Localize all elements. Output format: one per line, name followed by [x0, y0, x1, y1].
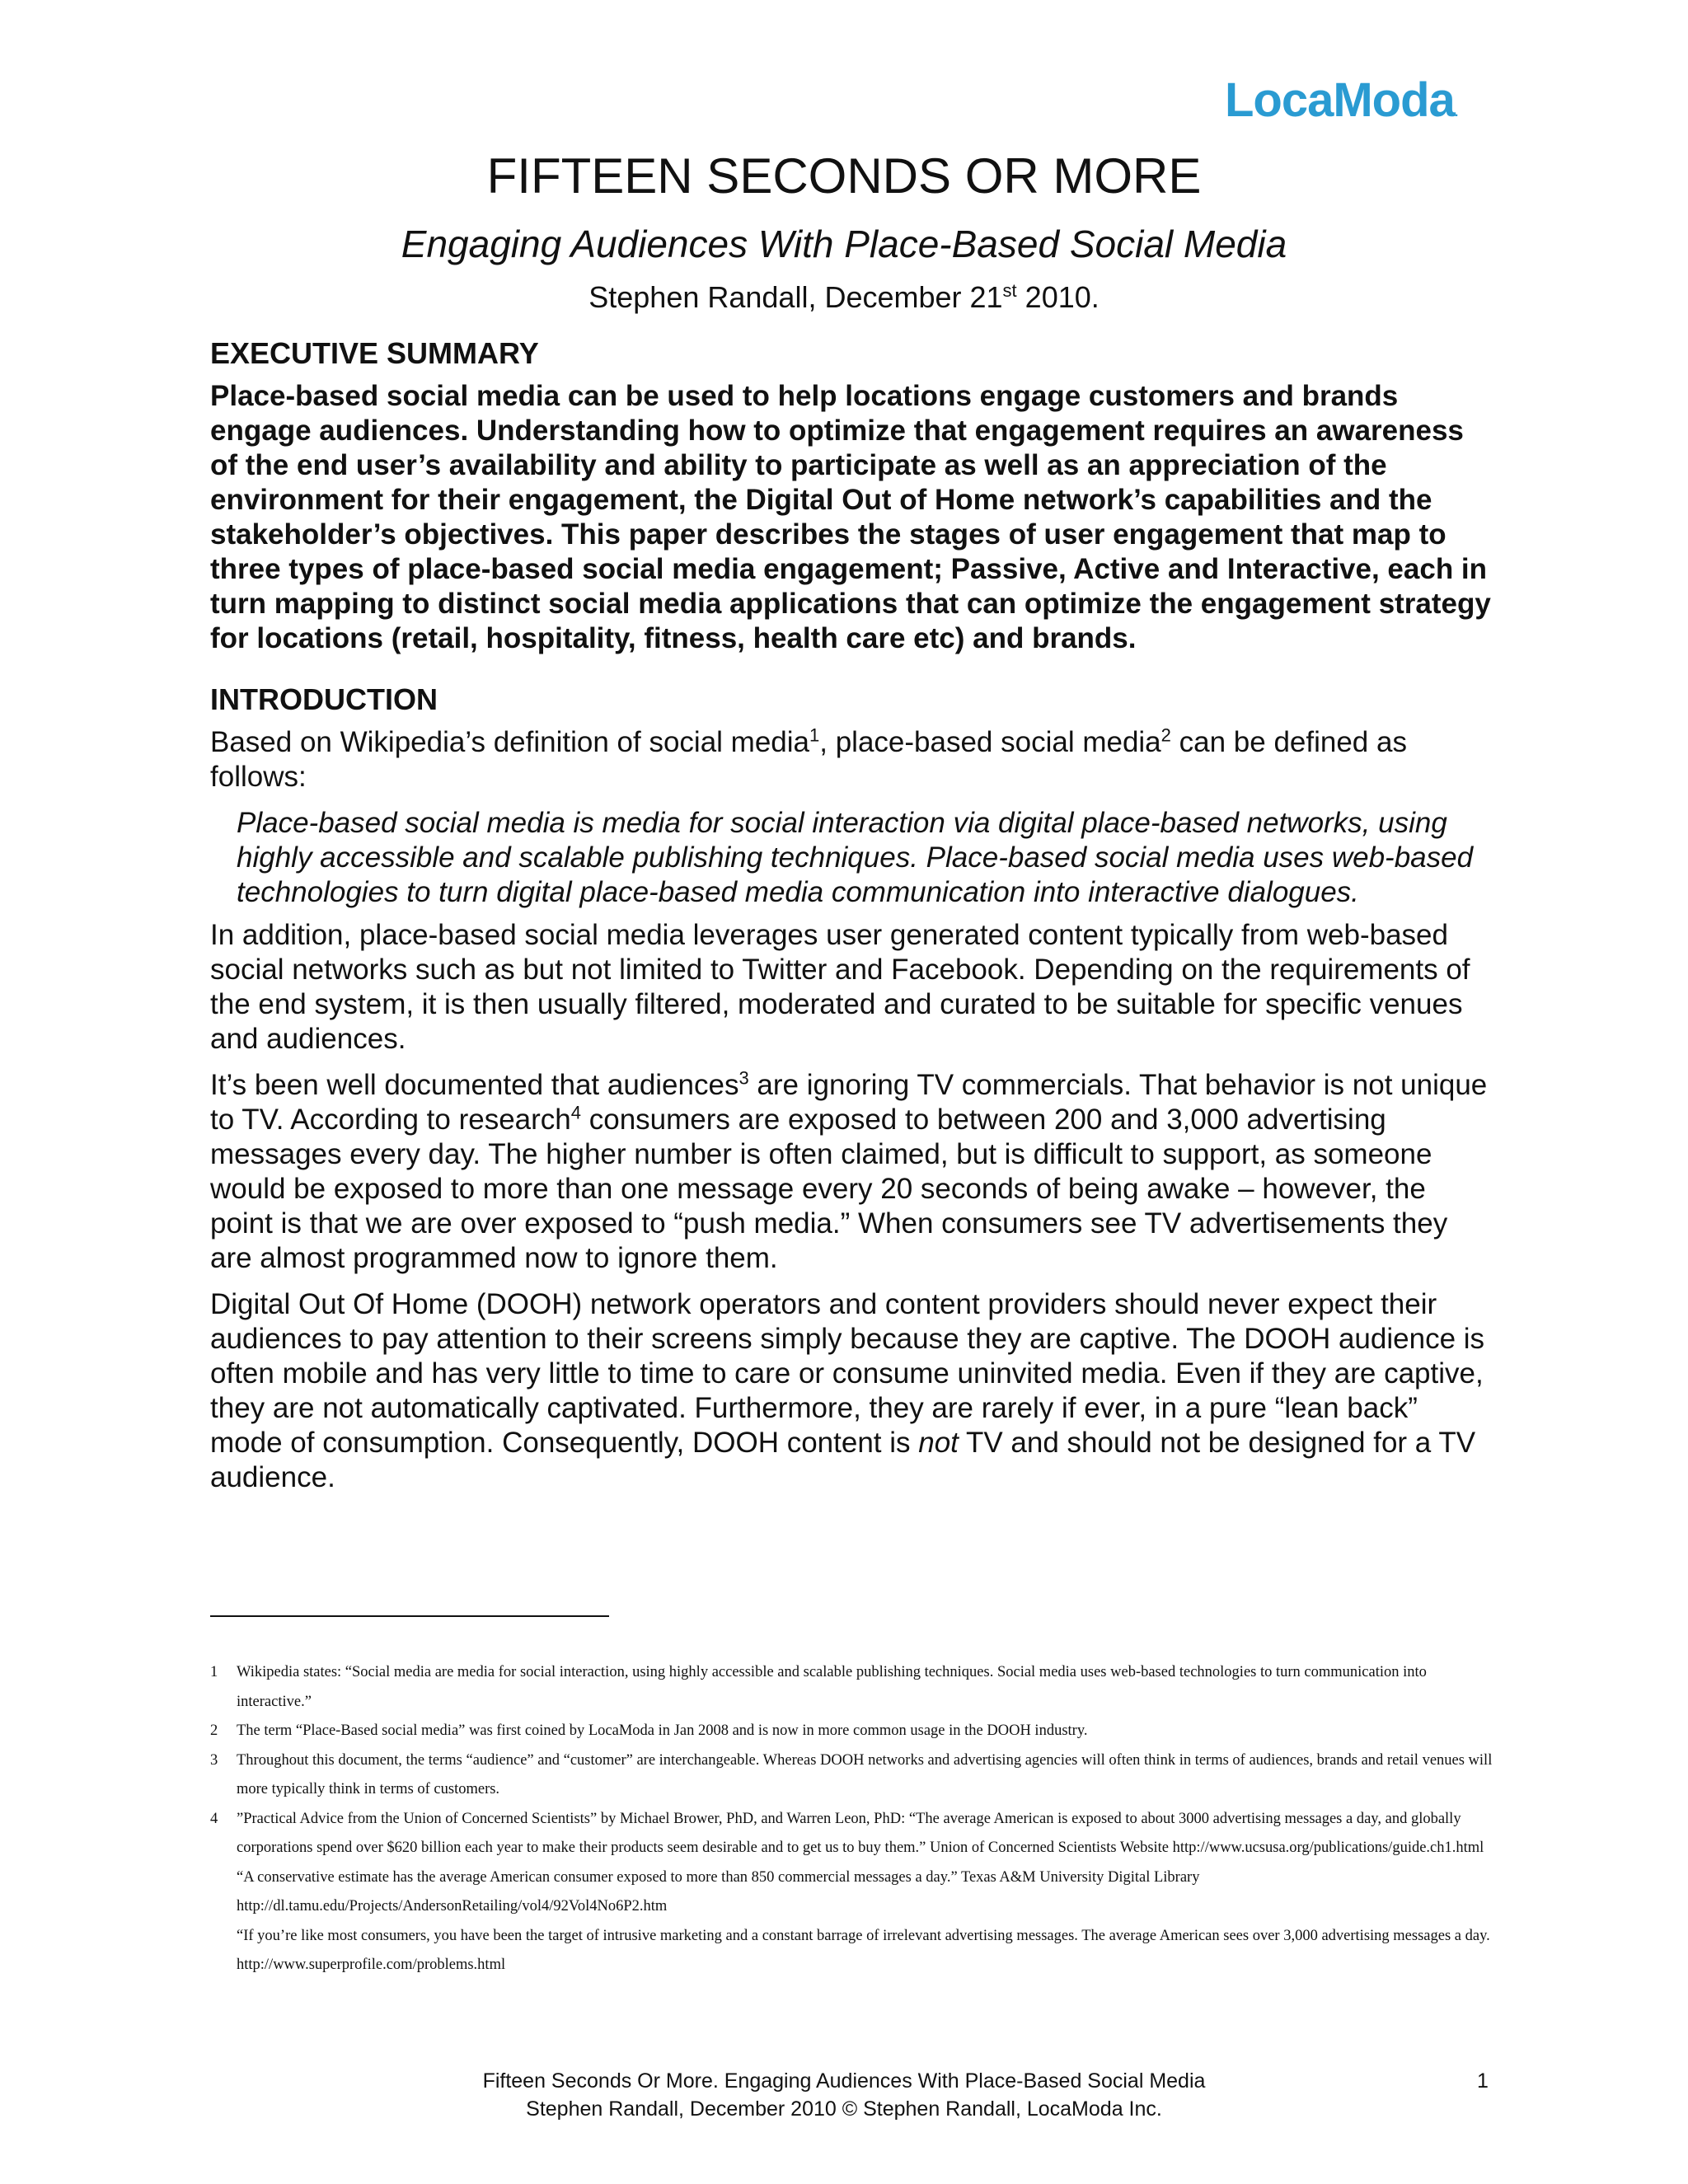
- footnote-text: Wikipedia states: “Social media are media for social interaction, using highly accessible and scalable publishing techniques. Social media uses web-based technologies to turn communication into interactive.”: [237, 1664, 1427, 1710]
- intro-p1-text-b: , place-based social media: [819, 726, 1161, 758]
- footnote-item: [210, 1922, 1496, 1980]
- intro-p3-text-a: It’s been well documented that audiences: [210, 1069, 739, 1101]
- footnote-item: [210, 1658, 1496, 1717]
- intro-p4-text-b: TV and should not be designed for a TV audience.: [210, 1427, 1476, 1493]
- footnote-item: [210, 1717, 1496, 1746]
- footnote-ref-2[interactable]: 2: [1160, 724, 1171, 746]
- logo-trademark-dot: .: [1454, 105, 1458, 120]
- intro-paragraph-4: [210, 1287, 1496, 1495]
- footnote-ref-4[interactable]: 4: [570, 1102, 582, 1123]
- executive-summary-text: Place-based social media can be used to help locations engage customers and brands engage audiences. Understanding how to optimize that engagement requires an awareness of the end user’s availability and ability to participate as well as an appreciation of the environment for their engagement, the Digital Out of Home network’s capabilities and the stakeholder’s objectives. This paper describes the stages of user engagement that map to three types of place-based social media engagement; Passive, Active and Interactive, each in turn mapping to distinct social media applications that can optimize the engagement strategy for locations (retail, hospitality, fitness, health care etc) and brands.: [210, 380, 1491, 654]
- intro-p1-text-a: Based on Wikipedia’s definition of social media: [210, 726, 809, 758]
- footnote-text: The term “Place-Based social media” was first coined by LocaModa in Jan 2008 and is now in more common usage in the DOOH industry.: [237, 1722, 1088, 1739]
- definition-quote: Place-based social media is media for social interaction via digital place-based networks, using highly accessible and scalable publishing techniques. Place-based social media uses web-based technologies to turn digital place-based media communication into interactive dialogues.: [237, 807, 1474, 908]
- footnote-text: Throughout this document, the terms “audience” and “customer” are interchangeable. Whereas DOOH networks and advertising agencies will often think in terms of audiences, brands and retail venues will more typically think in terms of customers.: [237, 1751, 1493, 1797]
- intro-p3-text-b: are ignoring TV commercials. That behavior is not unique to TV. According to research: [210, 1069, 1488, 1136]
- page-footer: [0, 2067, 1688, 2123]
- intro-p4-text-a: Digital Out Of Home (DOOH) network operators and content providers should never expect their audiences to pay attention to their screens simply because they are captive. The DOOH audience is often mobile and has very little to time to care or consume uninvited media. Even if they are captive, they are not automatically captivated. Furthermore, they are rarely if ever, in a pure “lean back” mode of consumption. Consequently, DOOH content is: [210, 1288, 1485, 1459]
- intro-paragraph-2: In addition, place-based social media leverages user generated content typically from web-based social networks such as but not limited to Twitter and Facebook. Depending on the requirements of the end system, it is then usually filtered, moderated and curated to be suitable for specific venues and audiences.: [210, 919, 1470, 1055]
- footnote-number: 2: [210, 1722, 218, 1739]
- footnote-ref-1[interactable]: 1: [809, 724, 820, 746]
- footer-line-2: Stephen Randall, December 2010 © Stephen Randall, LocaModa Inc.: [526, 2097, 1162, 2121]
- footnote-ref-3[interactable]: 3: [738, 1067, 749, 1089]
- footnote-number: [210, 1922, 237, 1980]
- byline-year: 2010.: [1016, 280, 1100, 314]
- footnote-text: “A conservative estimate has the average American consumer exposed to more than 850 commercial messages a day.” Texas A&M University Digital Library http://dl.tamu.edu/Projects/AndersonRetailing/vol4/92Vol4No6P2.htm: [237, 1868, 1200, 1915]
- page-number: 1: [1477, 2069, 1489, 2093]
- footnote-number: 1: [210, 1664, 218, 1680]
- footnote-item: [210, 1746, 1496, 1805]
- footnote-text: ”Practical Advice from the Union of Concerned Scientists” by Michael Brower, PhD, and Warren Leon, PhD: “The average American is exposed to about 3000 advertising messages a day, and globally corporations spend over $620 billion each year to make their products seem desirable and to get us to buy them.” Union of Concerned Scientists Website http://www.ucsusa.org/publications/guide.ch1.html: [237, 1810, 1484, 1856]
- footer-line-1: Fifteen Seconds Or More. Engaging Audiences With Place-Based Social Media: [482, 2069, 1206, 2093]
- footnote-item: [210, 1863, 1496, 1922]
- document-title: FIFTEEN SECONDS OR MORE: [486, 148, 1202, 204]
- footnotes: [210, 1658, 1496, 1980]
- author-byline: [0, 272, 1688, 316]
- logo-text: LocaModa: [1225, 73, 1455, 127]
- locamoda-logo: [1225, 73, 1457, 128]
- byline-text: Stephen Randall, December 21: [588, 280, 1003, 314]
- footnote-text: “If you’re like most consumers, you have been the target of intrusive marketing and a constant barrage of irrelevant advertising messages. The average American sees over 3,000 advertising messages a day. http://www.superprofile.com/problems.html: [237, 1927, 1490, 1973]
- executive-summary-heading: EXECUTIVE SUMMARY: [210, 336, 539, 370]
- introduction-heading: INTRODUCTION: [210, 682, 438, 716]
- document-subtitle: Engaging Audiences With Place-Based Social Media: [401, 223, 1287, 265]
- byline-superscript: st: [1002, 280, 1017, 301]
- footnote-item: [210, 1805, 1496, 1863]
- intro-p3-text-c: consumers are exposed to between 200 and 3,000 advertising messages every day. The higher number is often claimed, but is difficult to support, as someone would be exposed to more than one message every 20 seconds of being awake – however, the point is that we are over exposed to “push media.” When consumers see TV advertisements they are almost programmed now to ignore them.: [210, 1104, 1448, 1274]
- intro-p1-text-c: can be defined as follows:: [210, 726, 1407, 793]
- footnote-number: 4: [210, 1810, 218, 1827]
- footnote-divider: [210, 1615, 609, 1617]
- footnote-number: 3: [210, 1751, 218, 1769]
- footnote-number: [210, 1863, 237, 1922]
- body-content: [210, 335, 1496, 1507]
- intro-paragraph-1: [210, 725, 1496, 794]
- intro-paragraph-3: [210, 1068, 1496, 1276]
- intro-p4-emphasis: not: [918, 1427, 959, 1459]
